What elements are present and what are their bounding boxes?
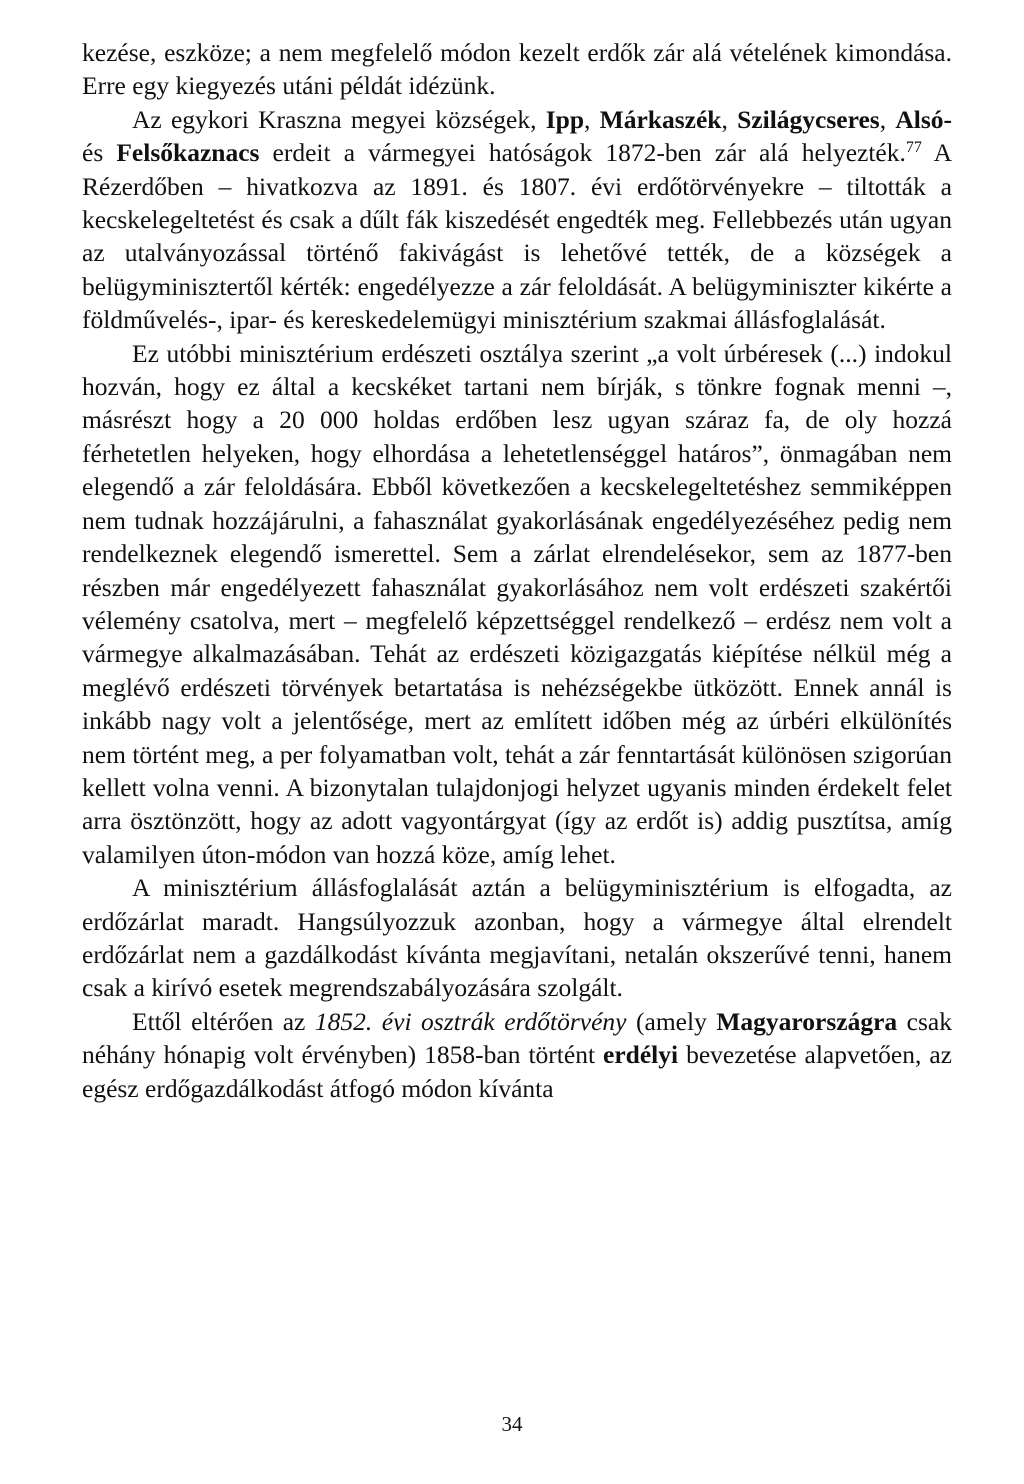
law-title: 1852. évi osztrák erdőtörvény [314,1006,627,1036]
place-name: Szilágycseres [737,104,880,134]
place-name: Alsó- [895,104,953,134]
paragraph [82,1005,952,1105]
text-run: bevezetése alapvetően, az egész erdőgazdálkodást átfogó módon kívánta [82,1040,952,1103]
text-run: erdeit a vármegyei hatóságok 1872-ben zár alá helyezték. [259,138,906,168]
place-name: Magyarországra [716,1006,898,1036]
page-number: 34 [501,1412,523,1436]
text-run: csak néhány hónapig volt érvényben) 1858-ban történt [82,1006,952,1070]
paragraph [82,36,952,103]
text-run: (amely [626,1006,717,1036]
paragraph [82,337,952,872]
body-text [82,36,952,1105]
text-run: , [879,104,896,134]
text-run: A Rézerdőben – hivatkozva az 1891. és 1807. évi erdőtörvényekre – tiltották a kecskelegeltetést és csak a dűlt fák kiszedését engedték meg. Fellebbezés után ugyan az utalványozással történő fakivágást is lehetővé tették, de a községek a belügyminisztertől kérték: engedélyezze a zár feloldását. A belügyminiszter kikérte a földművelés-, ipar- és kereskedelemügyi minisztérium szakmai állásfoglalását. [82,138,953,335]
text-run: kezése, eszköze; a nem megfelelő módon kezelt erdők zár alá vételének kimondása. Erre egy kiegyezés utáni példát idézünk. [82,38,952,101]
footnote-reference: 77 [905,139,922,157]
text-run: Ez utóbbi minisztérium erdészeti osztálya szerint „a volt úrbéresek (...) indokul hozván, hogy ez által a kecskéket tartani nem bírják, s tönkre fognak menni –, másrészt hogy a 20 000 holdas erdőben lesz ugyan száraz fa, de oly hozzá férhetetlen helyeken, hogy elhordása a lehetetlenséggel határos”, önmagában nem elegendő a zár feloldására. Ebből következően a kecskelegeltetéshez semmiképpen nem tudnak hozzájárulni, a fahasználat gyakorlásának engedélyezéséhez pedig nem rendelkeznek elegendő ismerettel. Sem a zárlat elrendelésekor, sem az 1877-ben részben már engedélyezett fahasználat gyakorlásához nem volt erdészeti szakértői vélemény csatolva, mert – megfelelő képzettséggel rendelkező – erdész nem volt a vármegye alkalmazásában. Tehát az erdészeti közigazgatás kiépítése nélkül még a meglévő erdészeti törvények betartatása is nehézségekbe ütközött. Ennek annál is inkább nagy volt a jelentősége, mert az említett időben még az úrbéri elkülönítés nem történt meg, a per folyamatban volt, tehát a zár fenntartását különösen szigorúan kellett volna venni. A bizonytalan tulajdonjogi helyzet ugyanis minden érdekelt felet arra ösztönzött, hogy az adott vagyontárgyat (így az erdőt is) addig pusztítsa, amíg valamilyen úton-módon van hozzá köze, amíg lehet. [82,338,952,869]
paragraph [82,871,952,1005]
text-run: , [584,104,600,134]
text-run: A minisztérium állásfoglalását aztán a belügyminisztérium is elfogadta, az erdőzárlat maradt. Hangsúlyozzuk azonban, hogy a vármegye által elrendelt erdőzárlat nem a gazdálkodást kívánta megjavítani, netalán okszerűvé tenni, hanem csak a kirívó esetek megrendszabályozására szolgált. [82,873,952,1003]
place-name: Márkaszék [599,104,722,134]
text-run: Ettől eltérően az [132,1006,315,1036]
place-name: erdélyi [603,1040,679,1070]
text-run: és [82,138,117,168]
paragraph [82,103,952,337]
place-name: Felsőkaznacs [116,138,260,168]
text-run: , [721,104,738,134]
place-name: Ipp [545,104,585,134]
text-run: Az egykori Kraszna megyei községek, [132,104,546,134]
